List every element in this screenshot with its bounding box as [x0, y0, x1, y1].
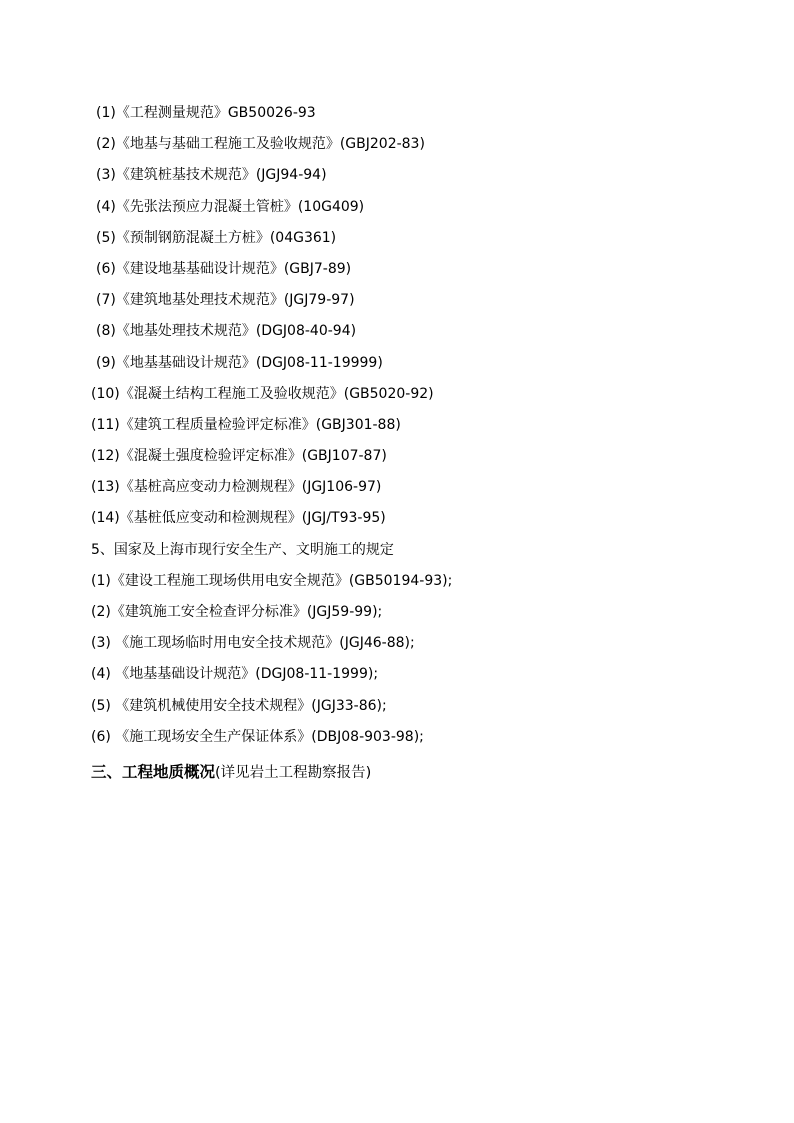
standard-item: (7)《建筑地基处理技术规范》(JGJ79-97) — [96, 292, 355, 309]
standard-item: (10)《混凝土结构工程施工及验收规范》(GB5020-92) — [91, 385, 434, 402]
safety-rule-item: (1)《建设工程施工现场供用电安全规范》(GB50194-93); — [91, 572, 453, 589]
standard-item: (9)《地基基础设计规范》(DGJ08-11-19999) — [96, 354, 383, 371]
standard-item: (6)《建设地基基础设计规范》(GBJ7-89) — [96, 260, 352, 277]
safety-rule-item: (4) 《地基基础设计规范》(DGJ08-11-1999); — [91, 666, 379, 683]
standard-item: (11)《建筑工程质量检验评定标准》(GBJ301-88) — [91, 416, 401, 433]
standard-item: (1)《工程测量规范》GB50026-93 — [96, 105, 316, 121]
standard-item: (14)《基桩低应变动和检测规程》(JGJ/T93-95) — [91, 510, 386, 527]
standard-item: (13)《基桩高应变动力检测规程》(JGJ106-97) — [91, 479, 382, 496]
standard-item: (4)《先张法预应力混凝土管桩》(10G409) — [96, 198, 365, 215]
safety-rule-item: (6) 《施工现场安全生产保证体系》(DBJ08-903-98); — [91, 728, 424, 745]
geology-heading-title: 三、工程地质概况 — [91, 763, 216, 781]
standard-item: (5)《预制钢筋混凝土方桩》(04G361) — [96, 229, 337, 246]
geology-heading-note: (详见岩土工程勘察报告) — [215, 765, 372, 781]
geology-section-heading — [91, 758, 371, 787]
standard-item: (3)《建筑桩基技术规范》(JGJ94-94) — [96, 167, 327, 184]
standard-item: (2)《地基与基础工程施工及验收规范》(GBJ202-83) — [96, 136, 425, 153]
safety-rule-item: (5) 《建筑机械使用安全技术规程》(JGJ33-86); — [91, 697, 387, 714]
safety-section-title: 5、国家及上海市现行安全生产、文明施工的规定 — [91, 541, 394, 558]
safety-rule-item: (3) 《施工现场临时用电安全技术规范》(JGJ46-88); — [91, 635, 415, 652]
standards-list — [91, 98, 751, 753]
standard-item: (12)《混凝土强度检验评定标准》(GBJ107-87) — [91, 448, 387, 465]
standard-item: (8)《地基处理技术规范》(DGJ08-40-94) — [96, 323, 357, 340]
safety-rule-item: (2)《建筑施工安全检查评分标准》(JGJ59-99); — [91, 604, 383, 620]
